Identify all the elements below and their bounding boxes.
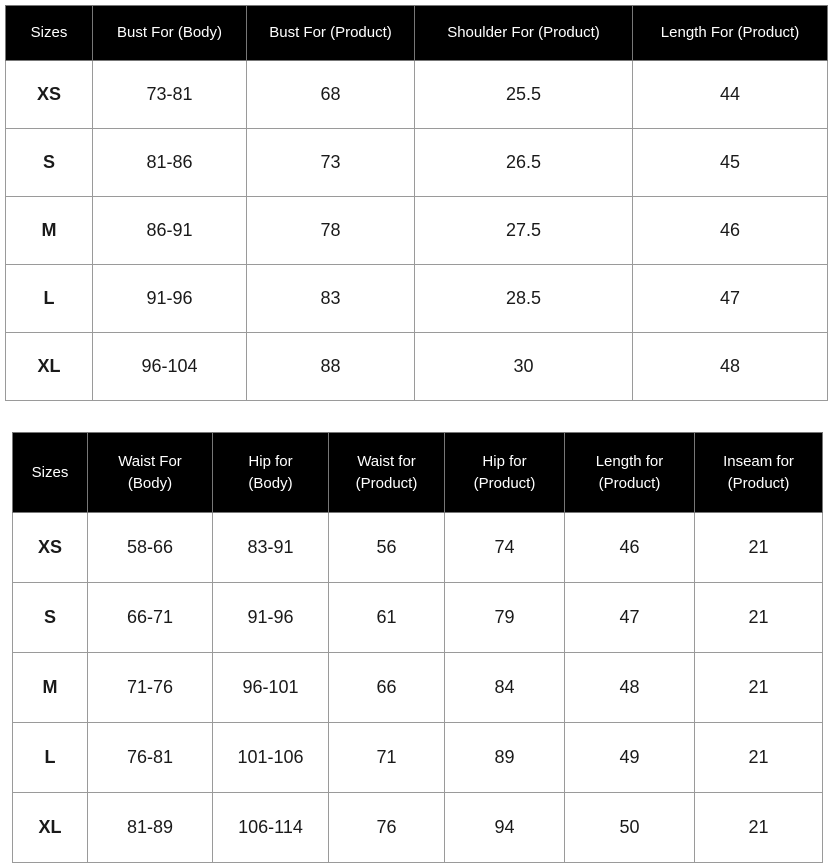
table-cell: 78 <box>247 197 415 265</box>
table-cell: 91-96 <box>213 583 329 653</box>
table-cell: 61 <box>329 583 445 653</box>
size-cell: S <box>6 129 93 197</box>
table-cell: 25.5 <box>415 61 633 129</box>
table-cell: 86-91 <box>93 197 247 265</box>
table-cell: 49 <box>565 723 695 793</box>
table-row <box>6 333 828 401</box>
size-cell: XL <box>6 333 93 401</box>
header-cell: Shoulder For (Product) <box>415 6 633 61</box>
table-cell: 106-114 <box>213 793 329 863</box>
size-cell: M <box>13 653 88 723</box>
table-cell: 26.5 <box>415 129 633 197</box>
table-cell: 101-106 <box>213 723 329 793</box>
table-cell: 83-91 <box>213 513 329 583</box>
table-row <box>13 793 823 863</box>
table-cell: 47 <box>565 583 695 653</box>
size-cell: XS <box>13 513 88 583</box>
table-cell: 83 <box>247 265 415 333</box>
table-row <box>13 583 823 653</box>
table-cell: 48 <box>565 653 695 723</box>
table-cell: 76-81 <box>88 723 213 793</box>
header-cell: Bust For (Product) <box>247 6 415 61</box>
size-cell: M <box>6 197 93 265</box>
table-cell: 91-96 <box>93 265 247 333</box>
table-cell: 71 <box>329 723 445 793</box>
table-row <box>6 61 828 129</box>
table-cell: 47 <box>633 265 828 333</box>
table-cell: 79 <box>445 583 565 653</box>
table-row <box>13 513 823 583</box>
table-cell: 27.5 <box>415 197 633 265</box>
table-row <box>13 653 823 723</box>
header-row <box>6 6 828 61</box>
table-cell: 96-101 <box>213 653 329 723</box>
table-cell: 68 <box>247 61 415 129</box>
size-cell: S <box>13 583 88 653</box>
table-cell: 81-89 <box>88 793 213 863</box>
table-cell: 66 <box>329 653 445 723</box>
table-cell: 21 <box>695 583 823 653</box>
size-cell: XL <box>13 793 88 863</box>
table-cell: 58-66 <box>88 513 213 583</box>
header-row <box>13 433 823 513</box>
table-cell: 21 <box>695 723 823 793</box>
header-cell: Length For (Product) <box>633 6 828 61</box>
top-size-table <box>5 5 828 401</box>
table-cell: 21 <box>695 513 823 583</box>
table-cell: 46 <box>565 513 695 583</box>
table-cell: 88 <box>247 333 415 401</box>
table-cell: 21 <box>695 653 823 723</box>
size-cell: L <box>6 265 93 333</box>
header-cell: Sizes <box>13 433 88 513</box>
table-cell: 84 <box>445 653 565 723</box>
table-cell: 50 <box>565 793 695 863</box>
header-cell: Bust For (Body) <box>93 6 247 61</box>
header-cell: Inseam for (Product) <box>695 433 823 513</box>
table-cell: 46 <box>633 197 828 265</box>
table-cell: 48 <box>633 333 828 401</box>
table-cell: 66-71 <box>88 583 213 653</box>
table-cell: 21 <box>695 793 823 863</box>
table-cell: 73 <box>247 129 415 197</box>
table-cell: 45 <box>633 129 828 197</box>
table-cell: 89 <box>445 723 565 793</box>
table-cell: 73-81 <box>93 61 247 129</box>
table-cell: 30 <box>415 333 633 401</box>
table-row <box>6 129 828 197</box>
table-row <box>13 723 823 793</box>
table-cell: 96-104 <box>93 333 247 401</box>
header-cell: Length for (Product) <box>565 433 695 513</box>
table-cell: 74 <box>445 513 565 583</box>
header-cell: Sizes <box>6 6 93 61</box>
table-cell: 81-86 <box>93 129 247 197</box>
table-cell: 71-76 <box>88 653 213 723</box>
header-cell: Waist For (Body) <box>88 433 213 513</box>
table-cell: 44 <box>633 61 828 129</box>
header-cell: Hip for (Body) <box>213 433 329 513</box>
table-cell: 76 <box>329 793 445 863</box>
bottom-size-table <box>12 432 823 863</box>
size-cell: L <box>13 723 88 793</box>
table-cell: 56 <box>329 513 445 583</box>
header-cell: Hip for (Product) <box>445 433 565 513</box>
table-cell: 28.5 <box>415 265 633 333</box>
size-cell: XS <box>6 61 93 129</box>
header-cell: Waist for (Product) <box>329 433 445 513</box>
table-row <box>6 265 828 333</box>
table-cell: 94 <box>445 793 565 863</box>
table-row <box>6 197 828 265</box>
